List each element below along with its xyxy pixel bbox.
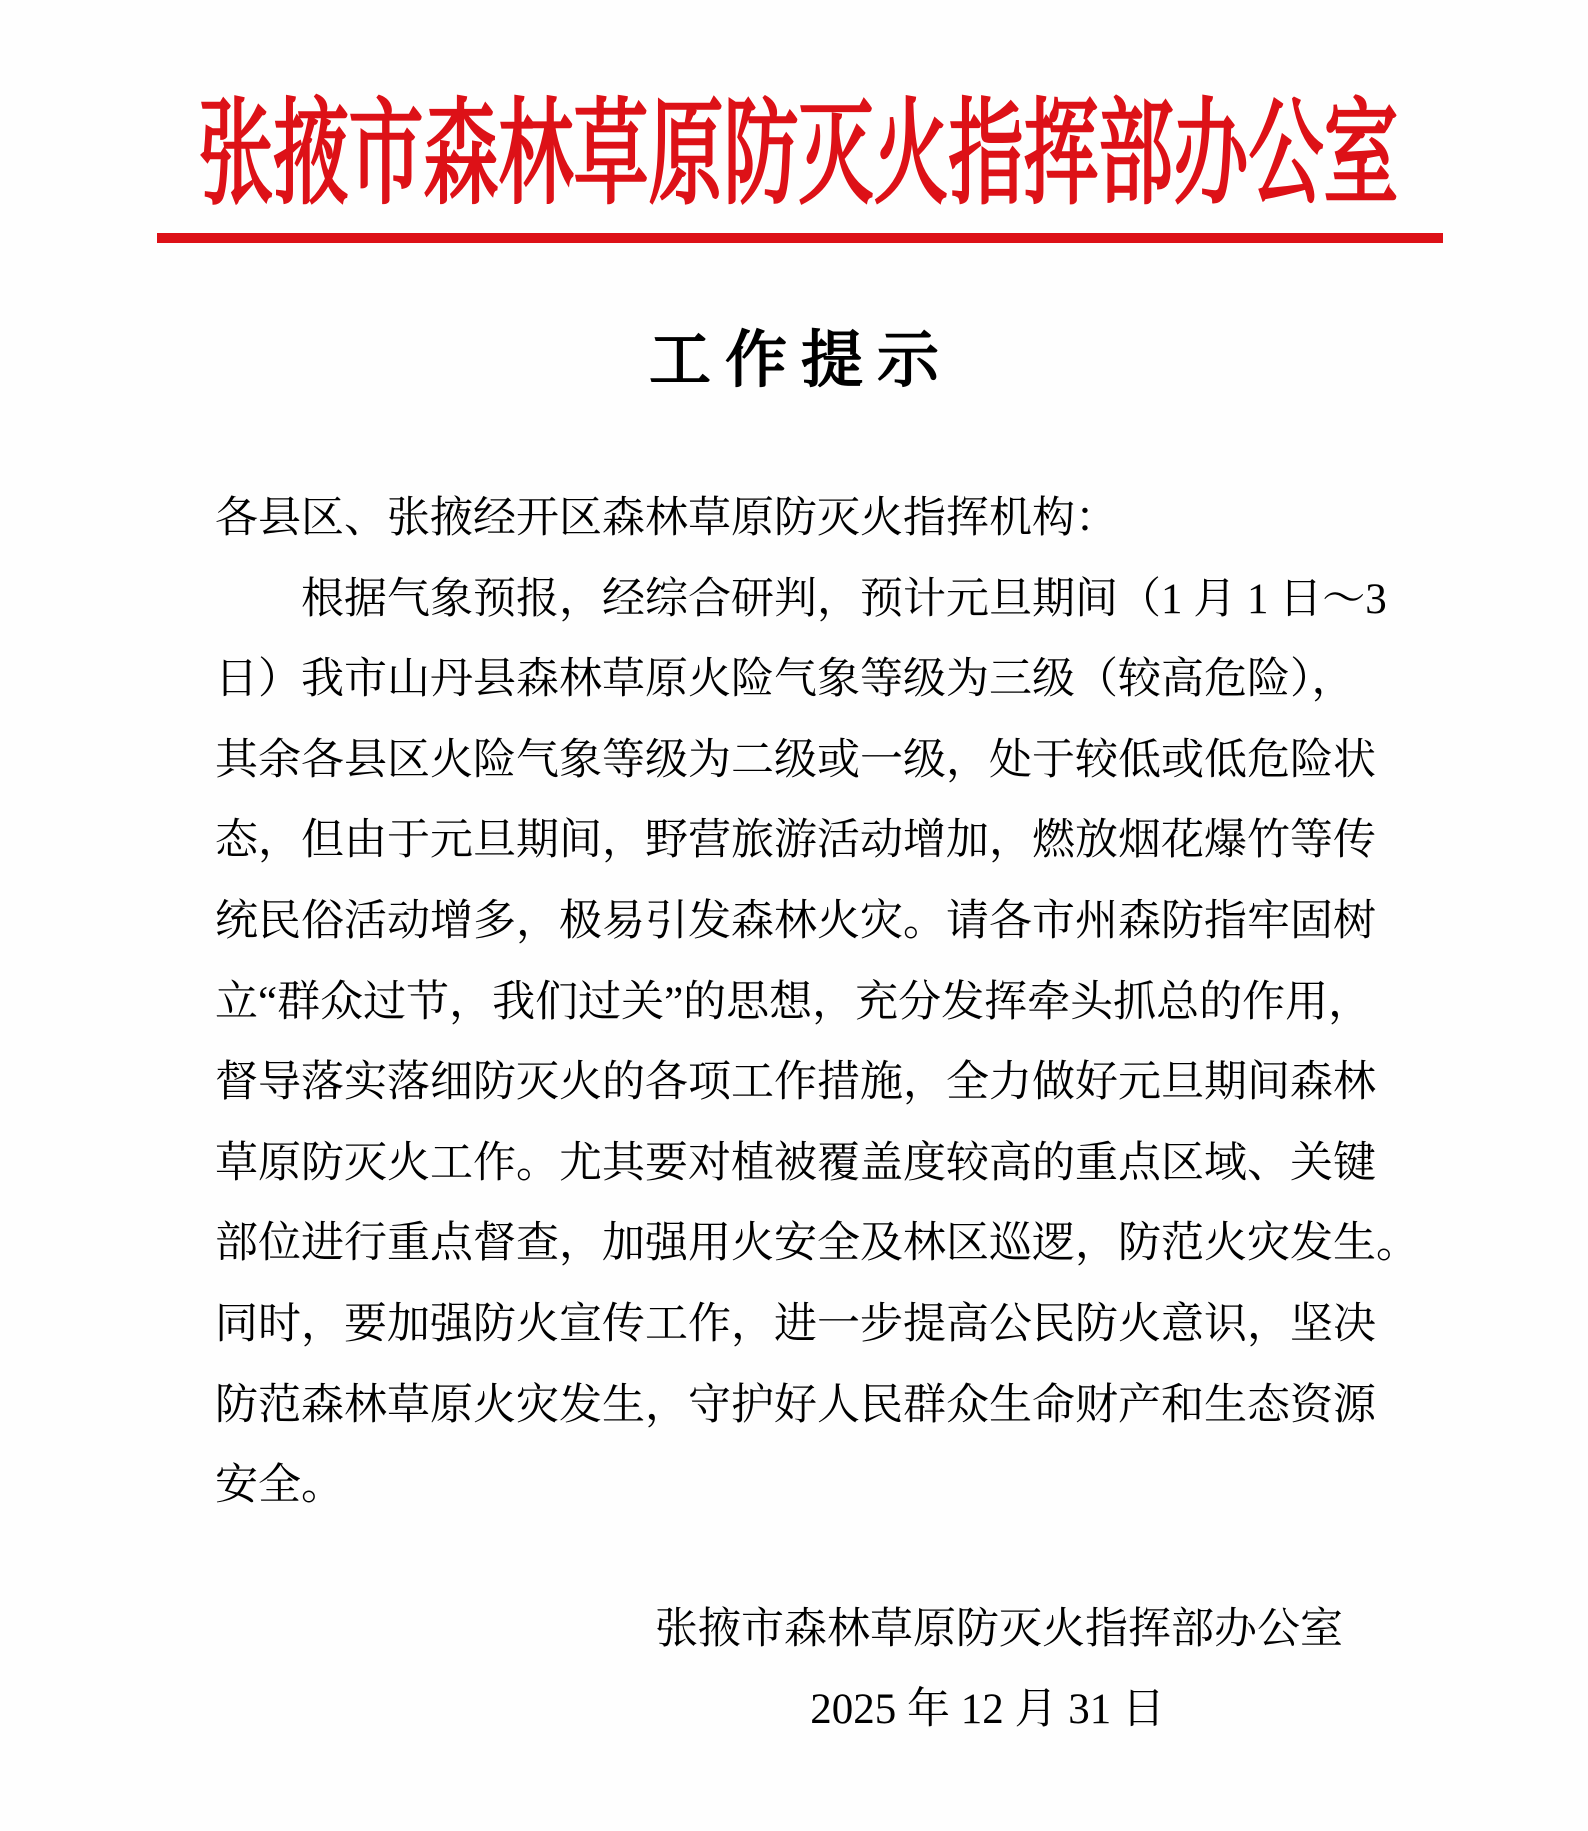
body-line: 日）我市山丹县森林草原火险气象等级为三级（较高危险）， <box>215 656 1355 704</box>
body-line: 统民俗活动增多，极易引发森林火灾。请各市州森防指牢固树 <box>215 897 1376 945</box>
document-title: 工作提示 <box>648 327 953 395</box>
document-body <box>215 479 1419 1527</box>
body-line: 立“群众过节，我们过关”的思想，充分发挥牵头抓总的作用， <box>215 978 1372 1026</box>
body-line: 安全。 <box>215 1462 344 1510</box>
body-line: 态，但由于元旦期间，野营旅游活动增加，燃放烟花爆竹等传 <box>215 817 1376 865</box>
document-date: 2025 年 12 月 31 日 <box>810 1686 1165 1733</box>
body-line: 草原防灭火工作。尤其要对植被覆盖度较高的重点区域、关键 <box>215 1139 1376 1187</box>
body-line: 防范森林草原火灾发生，守护好人民群众生命财产和生态资源 <box>215 1381 1376 1429</box>
body-line: 部位进行重点督查，加强用火安全及林区巡逻，防范火灾发生。 <box>215 1220 1419 1268</box>
signature-org-name: 张掖市森林草原防灭火指挥部办公室 <box>655 1606 1343 1653</box>
body-paragraph <box>215 560 1419 1527</box>
letterhead-org-name: 张掖市森林草原防灭火指挥部办公室 <box>198 90 1399 219</box>
body-line: 根据气象预报，经综合研判，预计元旦期间（1 月 1 日～3 <box>215 575 1387 623</box>
body-line: 同时，要加强防火宣传工作，进一步提高公民防火意识，坚决 <box>215 1300 1376 1348</box>
body-line: 督导落实落细防灭火的各项工作措施，全力做好元旦期间森林 <box>215 1059 1376 1107</box>
salutation-line: 各县区、张掖经开区森林草原防灭火指挥机构： <box>215 495 1118 542</box>
letterhead-divider-rule <box>157 233 1443 243</box>
body-line: 其余各县区火险气象等级为二级或一级，处于较低或低危险状 <box>215 736 1376 784</box>
